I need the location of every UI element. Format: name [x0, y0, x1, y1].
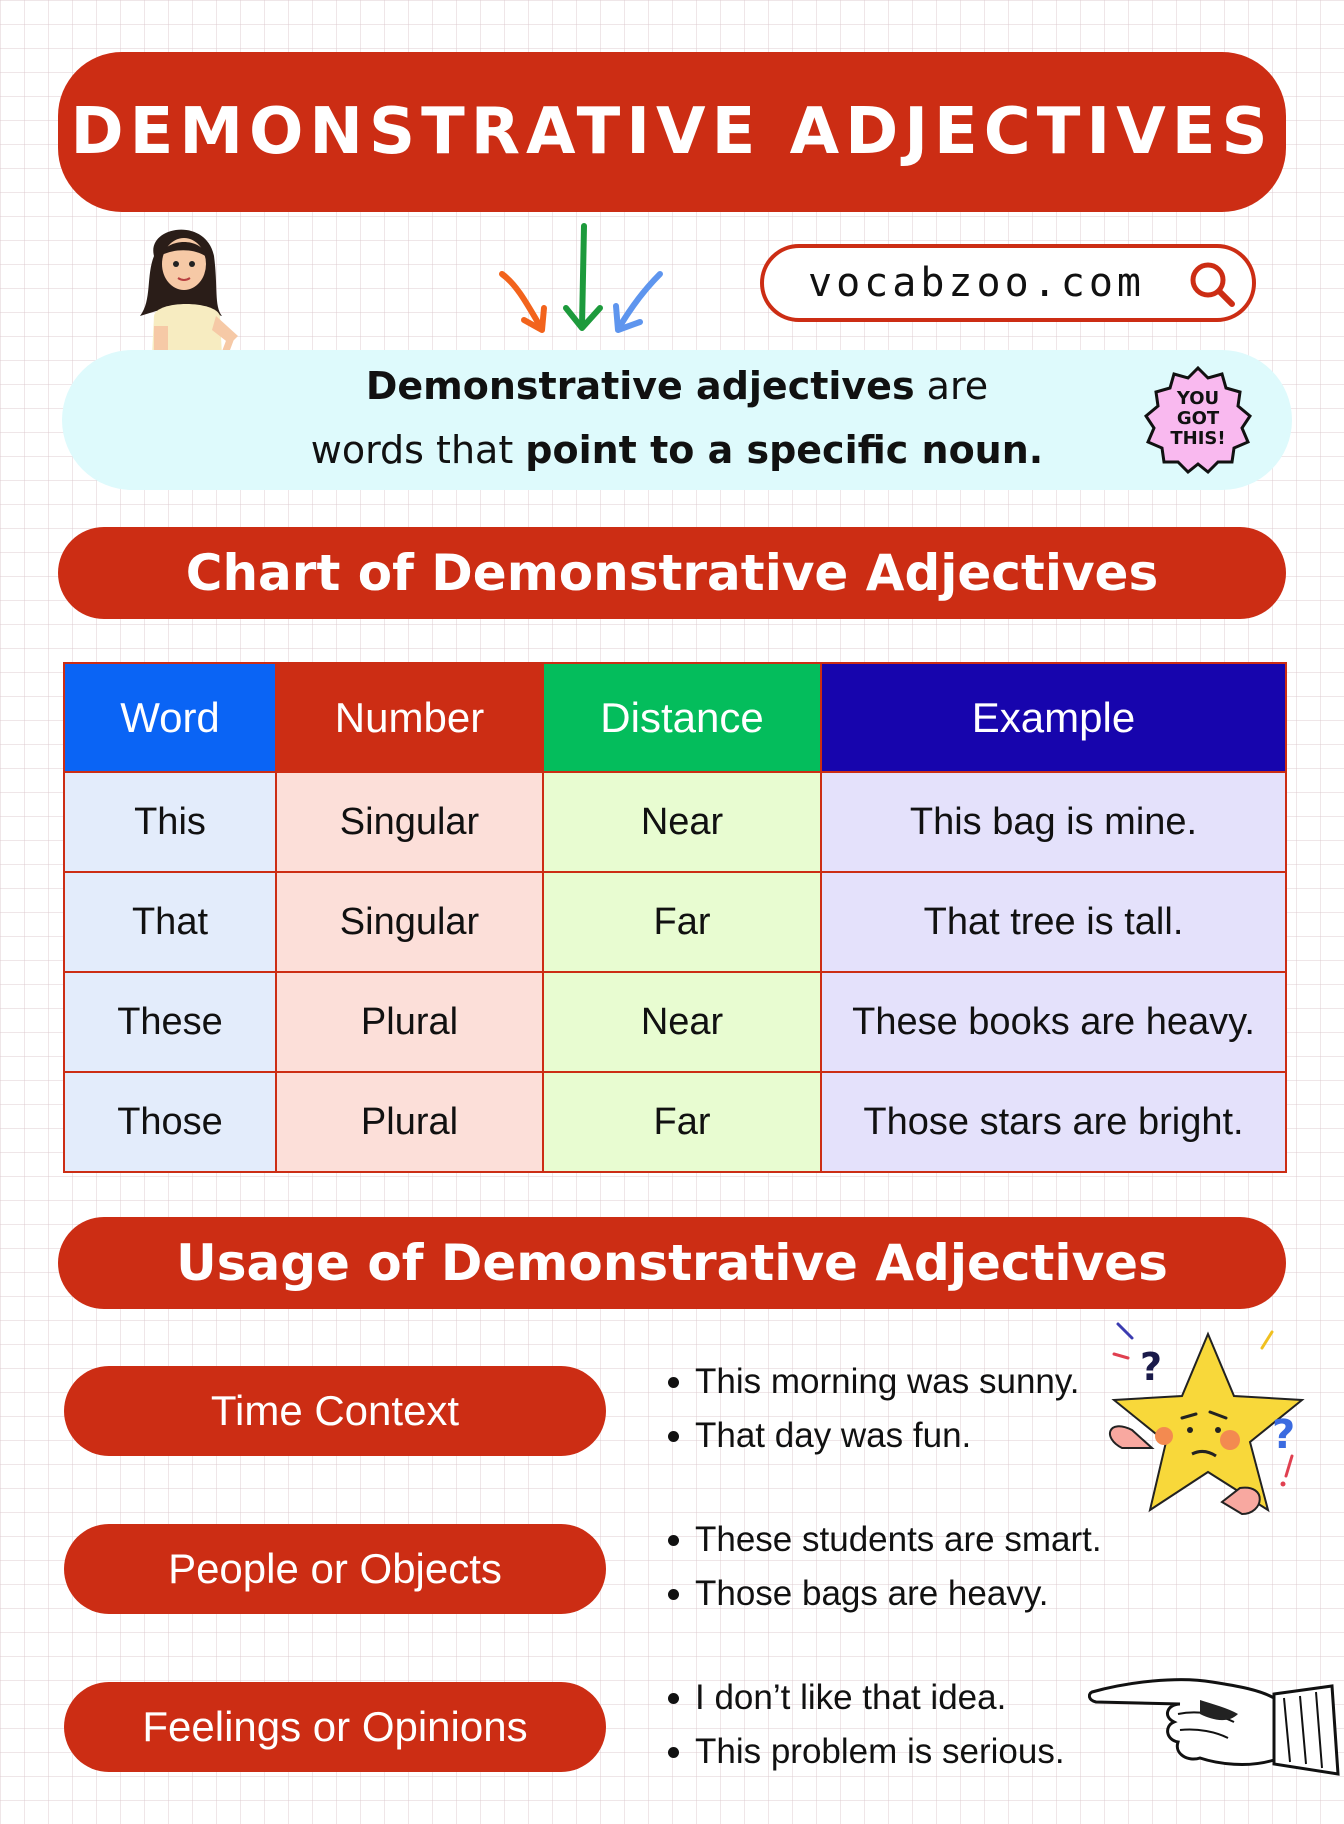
- example-text: This problem is serious.: [695, 1732, 1065, 1771]
- badge-line-2: GOT: [1176, 408, 1220, 429]
- cell-word: Those: [64, 1072, 276, 1172]
- definition-line-1: [62, 364, 1292, 408]
- bullet-icon: [668, 1747, 679, 1758]
- cell-word: This: [64, 772, 276, 872]
- girl-pointing-illustration: [126, 216, 246, 356]
- header-word: Word: [64, 663, 276, 772]
- cell-example: That tree is tall.: [821, 872, 1286, 972]
- definition-emphasis: point to a specific noun.: [525, 428, 1044, 472]
- usage-label-text: Time Context: [210, 1387, 460, 1434]
- definition-term: Demonstrative adjectives: [365, 364, 915, 408]
- usage-label-feelings-opinions: [64, 1682, 606, 1772]
- cell-word: That: [64, 872, 276, 972]
- bullet-icon: [668, 1589, 679, 1600]
- usage-label-people-objects: [64, 1524, 606, 1614]
- cell-number: Plural: [276, 972, 543, 1072]
- badge-line-1: YOU: [1176, 388, 1220, 409]
- usage-section-title: Usage of Demonstrative Adjectives: [176, 1234, 1168, 1292]
- title-banner: [58, 52, 1286, 212]
- definition-box: [62, 350, 1292, 490]
- bullet-icon: [668, 1535, 679, 1546]
- example-text: That day was fun.: [695, 1416, 972, 1455]
- cell-number: Singular: [276, 872, 543, 972]
- cell-number: Singular: [276, 772, 543, 872]
- pointing-hand-illustration: [1088, 1664, 1340, 1788]
- badge-line-3: THIS!: [1170, 428, 1226, 449]
- site-url-pill[interactable]: [760, 244, 1256, 322]
- usage-label-time-context: [64, 1366, 606, 1456]
- header-distance: Distance: [543, 663, 821, 772]
- definition-text: words that: [310, 428, 526, 472]
- chart-section-header: [58, 527, 1286, 619]
- question-mark-icon: ?: [1140, 1345, 1163, 1389]
- header-number: Number: [276, 663, 543, 772]
- usage-example: [668, 1362, 1080, 1402]
- demonstrative-table: [63, 662, 1287, 1173]
- table-header-row: [64, 663, 1286, 772]
- cell-distance: Far: [543, 1072, 821, 1172]
- table-row: [64, 1072, 1286, 1172]
- cell-distance: Far: [543, 872, 821, 972]
- cell-example: This bag is mine.: [821, 772, 1286, 872]
- usage-section-header: [58, 1217, 1286, 1309]
- example-text: This morning was sunny.: [695, 1362, 1080, 1401]
- usage-example: [668, 1574, 1048, 1614]
- example-text: Those bags are heavy.: [695, 1574, 1049, 1613]
- header-example: Example: [821, 663, 1286, 772]
- cell-word: These: [64, 972, 276, 1072]
- cell-number: Plural: [276, 1072, 543, 1172]
- page-title: DEMONSTRATIVE ADJECTIVES: [70, 95, 1274, 169]
- cell-example: These books are heavy.: [821, 972, 1286, 1072]
- bullet-icon: [668, 1693, 679, 1704]
- cell-distance: Near: [543, 972, 821, 1072]
- site-url: vocabzoo.com: [808, 260, 1145, 306]
- cell-distance: Near: [543, 772, 821, 872]
- cell-example: Those stars are bright.: [821, 1072, 1286, 1172]
- badge-icon: [1142, 364, 1254, 476]
- bullet-icon: [668, 1431, 679, 1442]
- confused-star-illustration: [1092, 1318, 1318, 1530]
- usage-example: [668, 1678, 1006, 1718]
- usage-label-text: Feelings or Opinions: [142, 1703, 528, 1750]
- table-row: [64, 972, 1286, 1072]
- arrows-icon: [496, 222, 666, 336]
- usage-label-text: People or Objects: [168, 1545, 502, 1592]
- table-row: [64, 772, 1286, 872]
- usage-example: [668, 1732, 1065, 1772]
- chart-section-title: Chart of Demonstrative Adjectives: [185, 544, 1159, 602]
- search-icon: [1188, 260, 1238, 310]
- bullet-icon: [668, 1377, 679, 1388]
- question-mark-icon: ?: [1272, 1412, 1296, 1458]
- example-text: These students are smart.: [695, 1520, 1102, 1559]
- table-row: [64, 872, 1286, 972]
- definition-text: are: [914, 364, 989, 408]
- definition-line-2: [62, 428, 1292, 472]
- usage-example: [668, 1416, 971, 1456]
- example-text: I don’t like that idea.: [695, 1678, 1007, 1717]
- usage-example: [668, 1520, 1102, 1560]
